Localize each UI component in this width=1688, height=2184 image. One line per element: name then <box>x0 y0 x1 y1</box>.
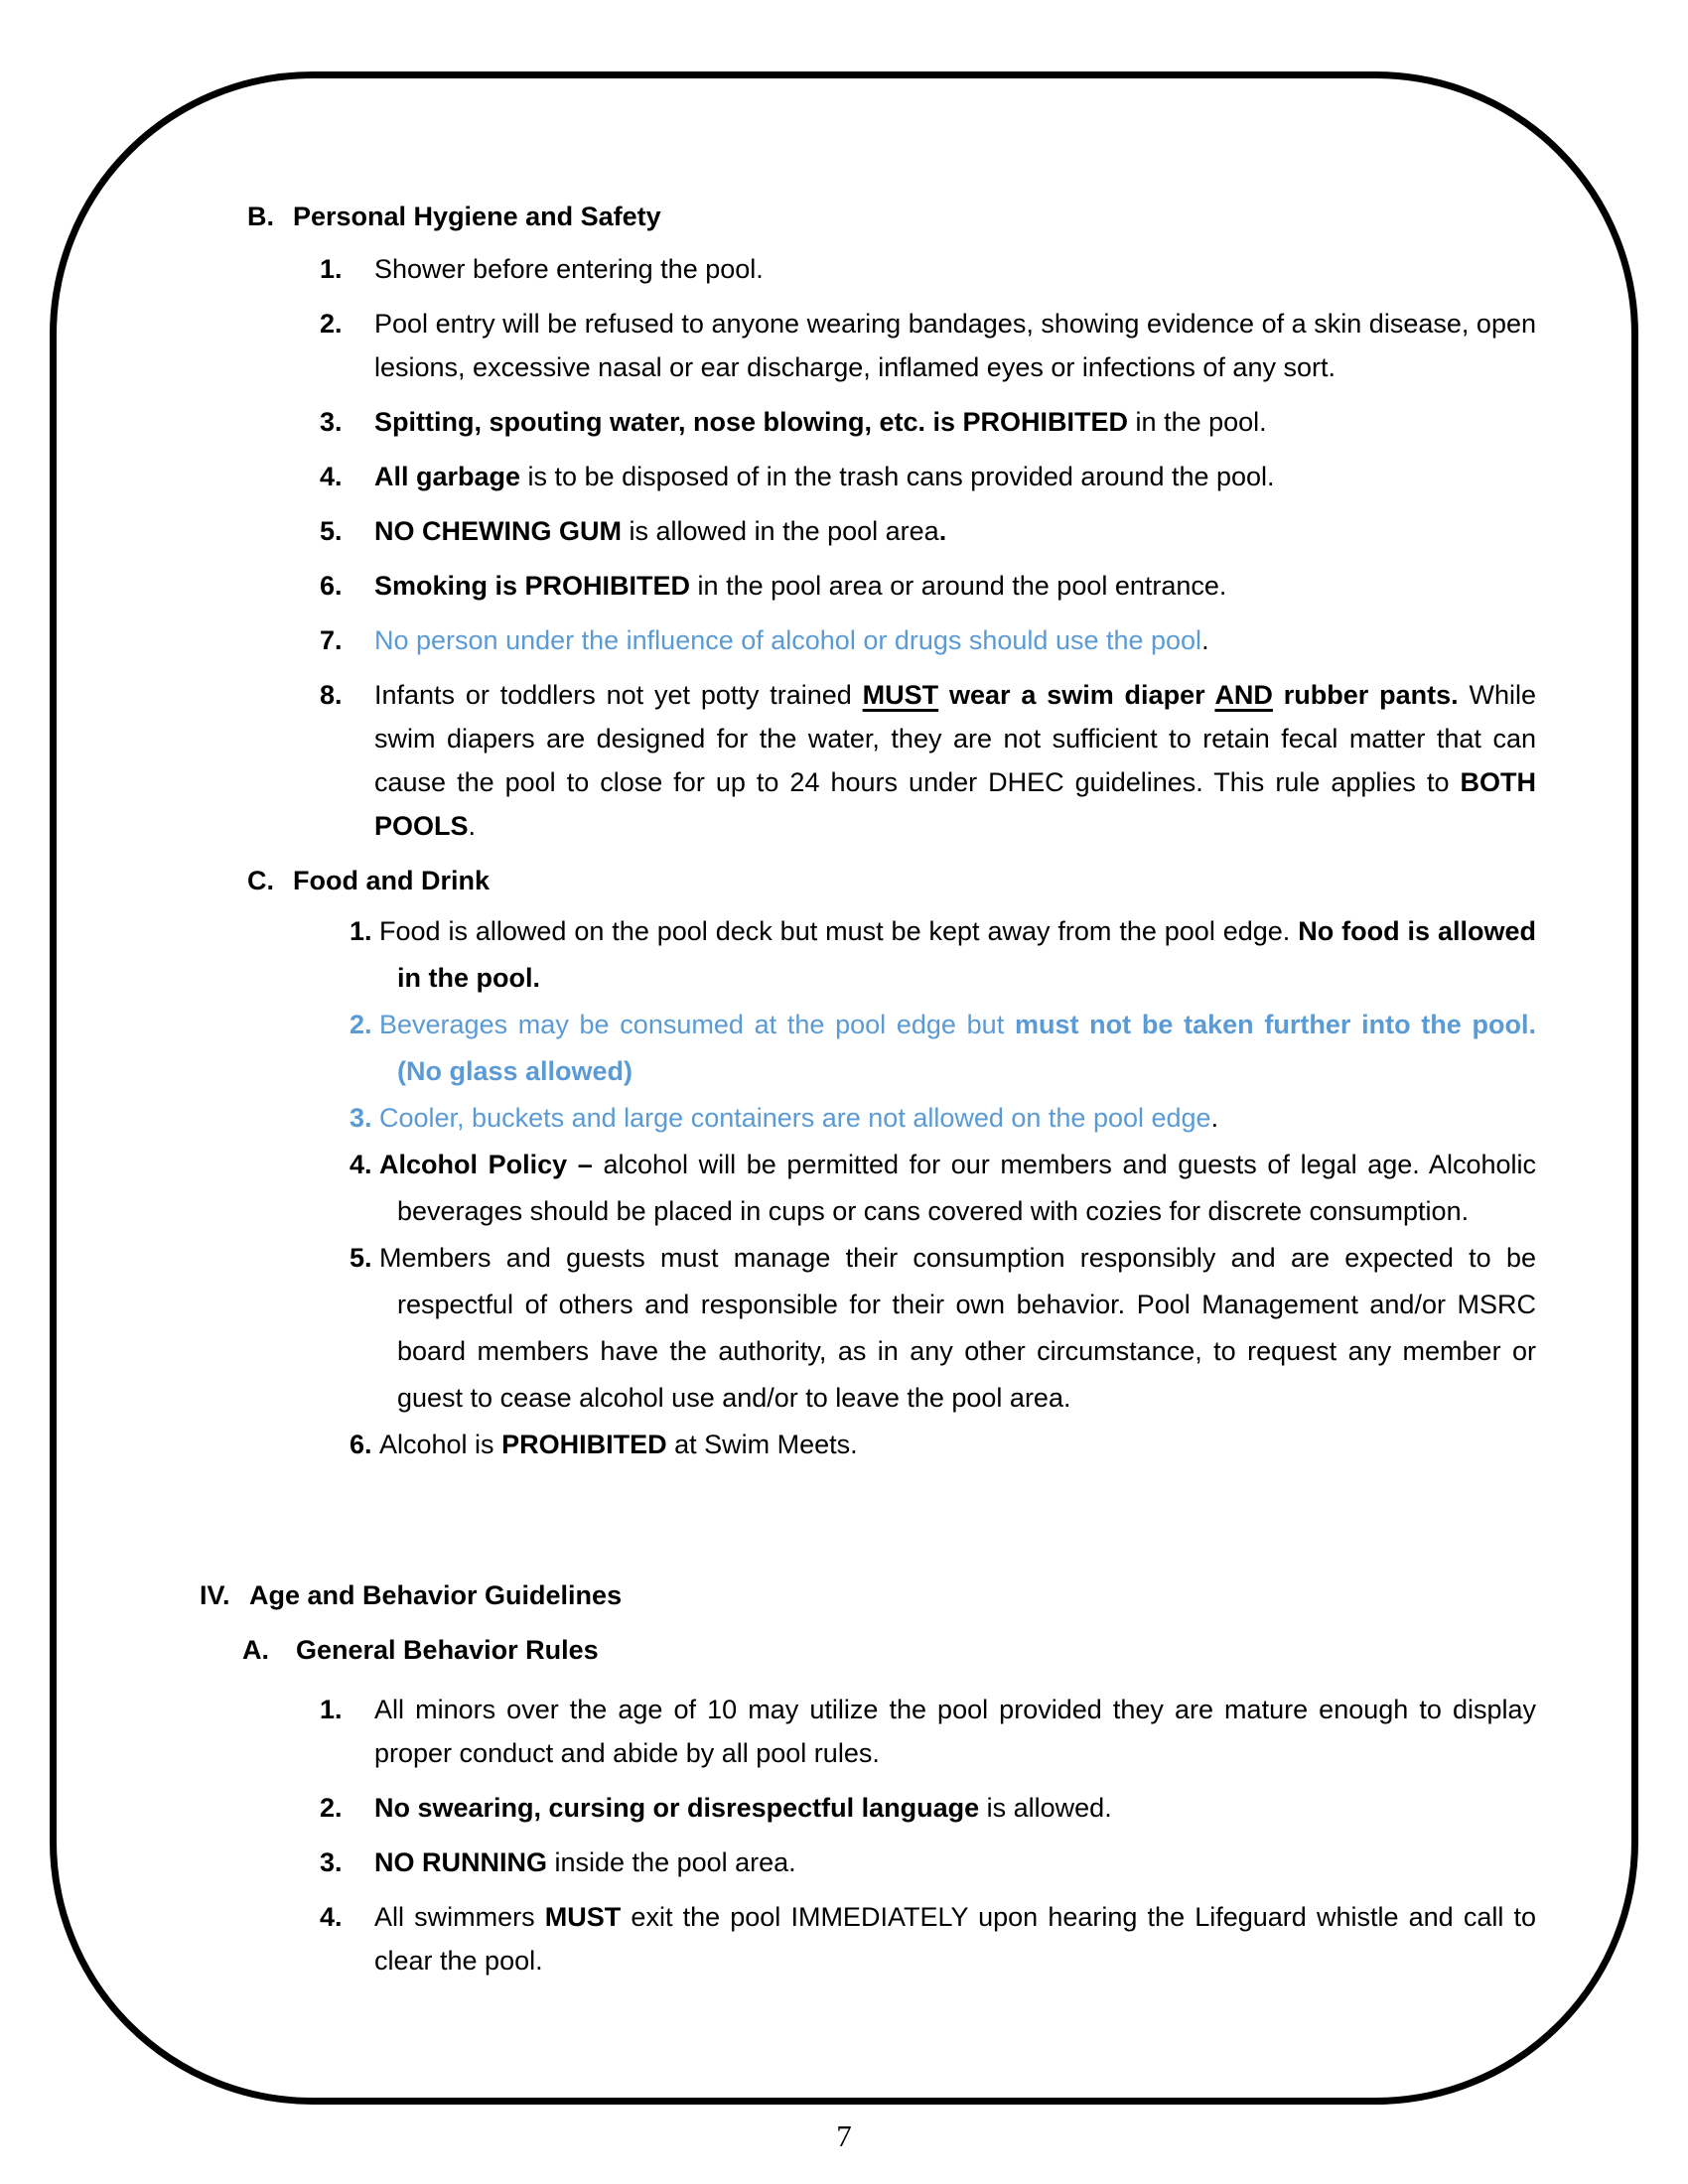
page-number: 7 <box>836 2118 852 2153</box>
text-run: Alcohol is <box>379 1430 502 1459</box>
text-run: . <box>1201 625 1209 655</box>
section-heading <box>242 1628 1688 1672</box>
text-run: . <box>1210 1103 1219 1133</box>
list-item <box>320 1895 1536 1982</box>
text-run: Infants or toddlers not yet potty trained <box>374 680 863 710</box>
text-run: AND <box>1214 680 1273 710</box>
section-personal-hygiene-and-safety <box>0 195 1688 848</box>
item-number: 3. <box>320 407 343 437</box>
text-run: at Swim Meets. <box>666 1430 858 1459</box>
text-run: MUST <box>544 1902 622 1932</box>
list-item <box>320 509 1536 553</box>
section-title: Personal Hygiene and Safety <box>293 202 661 231</box>
text-run: in the pool. <box>1128 407 1267 437</box>
section-food-and-drink <box>0 859 1688 1468</box>
text-run: is allowed. <box>979 1793 1112 1823</box>
section-label: C. <box>247 866 274 895</box>
text-run: exit the pool IMMEDIATELY upon hearing the Lifeguard whistle and call to clear the pool. <box>374 1902 1536 1976</box>
list-item <box>350 1002 1536 1095</box>
list-item <box>320 1786 1536 1830</box>
text-run: No swearing, cursing or disrespectful language <box>374 1793 980 1823</box>
text-run: Smoking is PROHIBITED <box>374 571 691 601</box>
item-number: 4. <box>320 462 343 491</box>
section-heading <box>200 1573 1688 1617</box>
item-number: 1. <box>320 254 343 284</box>
rule-list <box>0 908 1688 1468</box>
list-item <box>320 1841 1536 1884</box>
item-number: 1. <box>320 1695 343 1724</box>
text-run: inside the pool area. <box>547 1847 796 1877</box>
item-number: 1. <box>350 916 372 946</box>
text-run: alcohol will be permitted for our members and guests of legal age. Alcoholic beverages should be placed in cups or cans covered with cozies for discrete consumption. <box>397 1150 1536 1226</box>
text-run: MUST <box>862 680 939 710</box>
text-run: Shower before entering the pool. <box>374 254 764 284</box>
text-run: Spitting, spouting water, nose blowing, etc. is PROHIBITED <box>374 407 1129 437</box>
text-run: Beverages may be consumed at the pool edge but <box>379 1010 1015 1039</box>
section-general-behavior-rules <box>0 1628 1688 1982</box>
section-label: A. <box>242 1635 269 1665</box>
list-item <box>320 618 1536 662</box>
text-run: rubber pants. <box>1272 680 1459 710</box>
text-run: is to be disposed of in the trash cans provided around the pool. <box>520 462 1275 491</box>
text-run: While swim diapers are designed for the water, they are not sufficient to retain fecal matter that can cause the pool to close for up to 24 hours under DHEC guidelines. This rule applies to <box>374 680 1536 797</box>
text-run: must not be taken further into the pool. (No glass allowed) <box>397 1010 1537 1086</box>
list-item <box>350 1142 1536 1235</box>
section-heading <box>247 859 1688 902</box>
section-heading <box>247 195 1688 238</box>
item-number: 6. <box>320 571 343 601</box>
list-item <box>320 564 1536 608</box>
text-run: NO RUNNING <box>374 1847 547 1877</box>
text-run: All swimmers <box>374 1902 545 1932</box>
section-title: Age and Behavior Guidelines <box>249 1580 623 1610</box>
item-number: 7. <box>320 625 343 655</box>
text-run: No person under the influence of alcohol or drugs should use the pool <box>374 625 1202 655</box>
text-run: All minors over the age of 10 may utilize the pool provided they are mature enough to display proper conduct and abide by all pool rules. <box>374 1695 1536 1768</box>
section-title: General Behavior Rules <box>296 1635 599 1665</box>
item-number: 4. <box>320 1902 343 1932</box>
text-run: in the pool area or around the pool entrance. <box>690 571 1227 601</box>
text-run: Members and guests must manage their consumption responsibly and are expected to be respectful of others and responsible for their own behavior. Pool Management and/or MSRC board members have the authority, as in any other circumstance, to request any member or guest to cease alcohol use and/or to leave the pool area. <box>379 1243 1536 1413</box>
text-run: PROHIBITED <box>501 1430 667 1459</box>
item-number: 6. <box>350 1430 372 1459</box>
text-run: is allowed in the pool area <box>622 516 939 546</box>
item-number: 2. <box>320 1793 343 1823</box>
item-number: 3. <box>320 1847 343 1877</box>
list-item <box>320 455 1536 498</box>
list-item <box>350 1095 1536 1142</box>
list-item <box>320 302 1536 389</box>
item-number: 3. <box>350 1103 372 1133</box>
item-number: 4. <box>350 1150 372 1179</box>
list-item <box>350 908 1536 1002</box>
section-label: IV. <box>200 1580 230 1610</box>
text-run: Cooler, buckets and large containers are not allowed on the pool edge <box>379 1103 1211 1133</box>
text-run: No food is allowed in the pool. <box>397 916 1536 993</box>
list-item <box>320 1688 1536 1775</box>
rule-list <box>0 247 1688 848</box>
text-run: Alcohol Policy – <box>379 1150 593 1179</box>
text-run: . <box>938 516 947 546</box>
item-number: 2. <box>350 1010 372 1039</box>
section-age-and-behavior-guidelines <box>0 1573 1688 1617</box>
text-run: Food is allowed on the pool deck but must be kept away from the pool edge. <box>379 916 1299 946</box>
text-run: . <box>468 811 477 841</box>
text-run: BOTH POOLS <box>374 767 1536 841</box>
list-item <box>350 1235 1536 1422</box>
rule-list <box>0 1688 1688 1982</box>
list-item <box>320 247 1536 291</box>
text-run: wear a swim diaper <box>938 680 1215 710</box>
list-item <box>320 400 1536 444</box>
text-run: NO CHEWING GUM <box>374 516 622 546</box>
section-label: B. <box>247 202 274 231</box>
item-number: 2. <box>320 309 343 339</box>
item-number: 8. <box>320 680 343 710</box>
text-run: Pool entry will be refused to anyone wearing bandages, showing evidence of a skin disease, open lesions, excessive nasal or ear discharge, inflamed eyes or infections of any sort. <box>374 309 1536 382</box>
text-run: All garbage <box>374 462 521 491</box>
list-item <box>350 1422 1536 1468</box>
section-title: Food and Drink <box>293 866 490 895</box>
item-number: 5. <box>350 1243 372 1273</box>
item-number: 5. <box>320 516 343 546</box>
list-item <box>320 673 1536 848</box>
